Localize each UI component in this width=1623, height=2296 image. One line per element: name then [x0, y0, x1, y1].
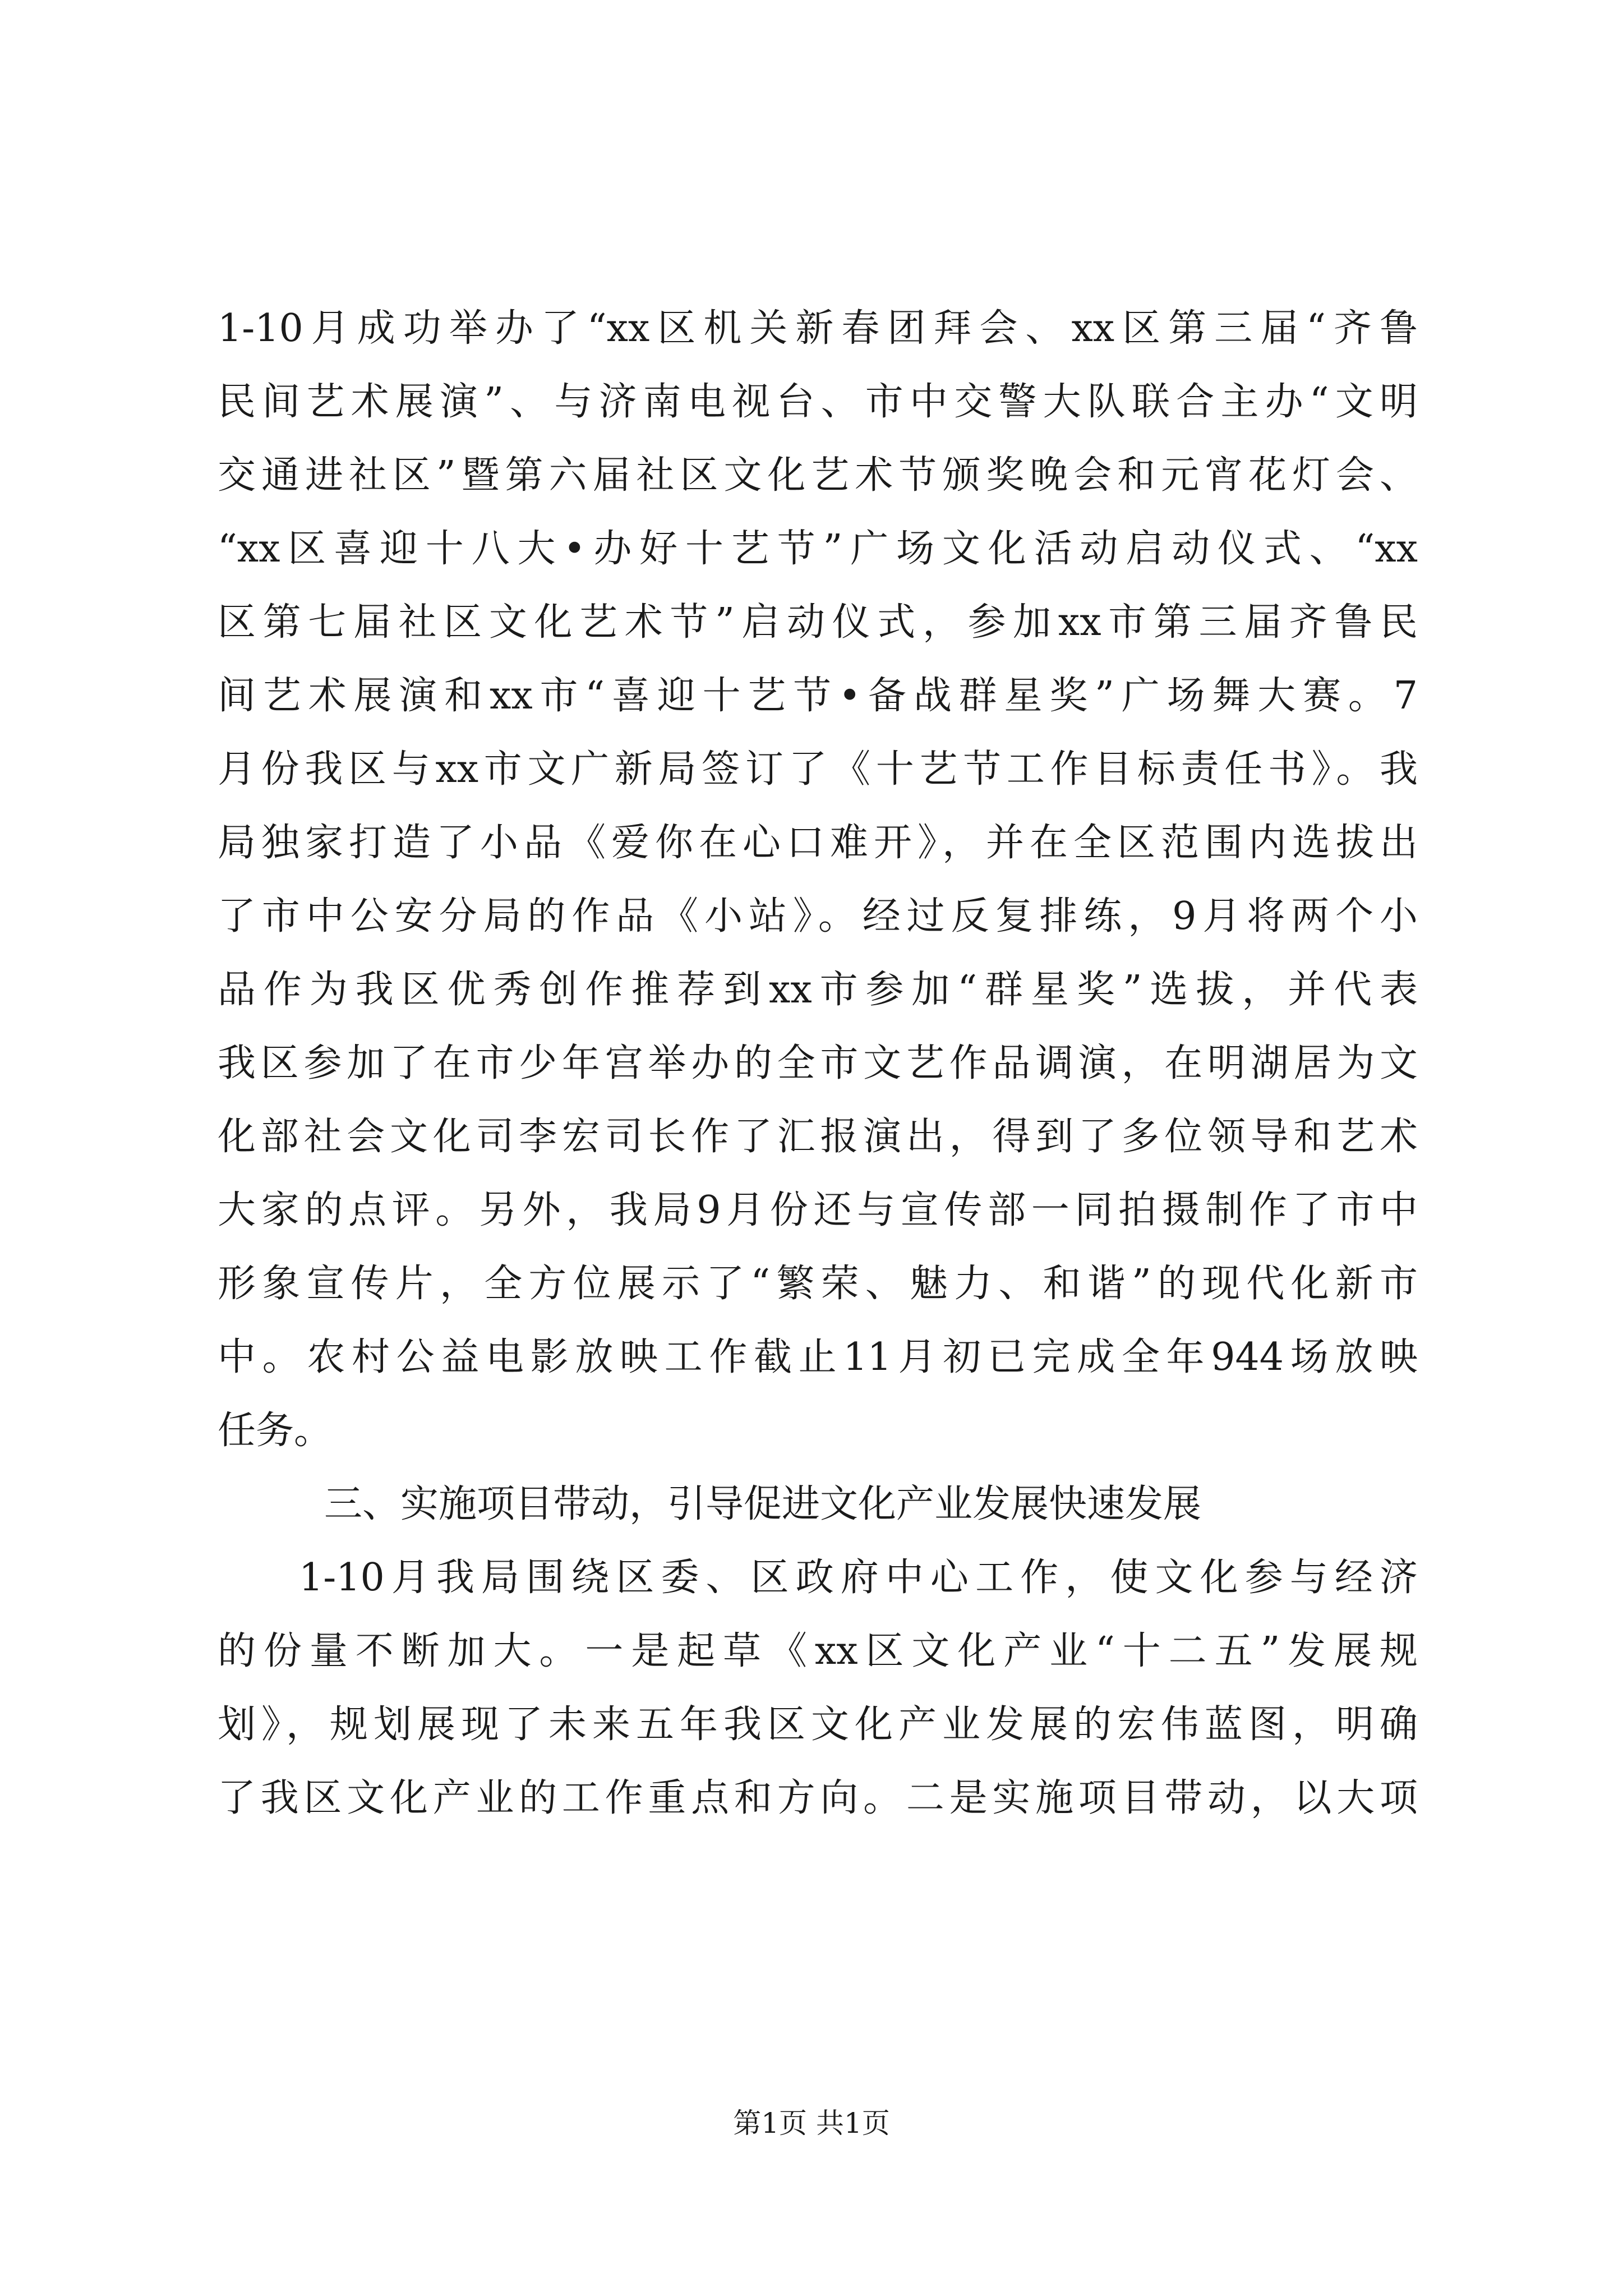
text-line: 品作为我区优秀创作推荐到xx市参加“群星奖”选拔，并代表 — [218, 968, 1418, 1012]
text-line: 任务。 — [218, 1409, 333, 1453]
text-line: 化部社会文化司李宏司长作了汇报演出，得到了多位领导和艺术 — [218, 1115, 1418, 1159]
section-heading: 三、实施项目带动，引导促进文化产业发展快速发展 — [324, 1482, 1202, 1526]
text-line: 局独家打造了小品《爱你在心口难开》，并在全区范围内选拔出 — [218, 821, 1418, 865]
text-line: 我区参加了在市少年宫举办的全市文艺作品调演，在明湖居为文 — [218, 1041, 1418, 1085]
text-line: 了市中公安分局的作品《小站》。经过反复排练，9月将两个小 — [218, 894, 1418, 938]
text-line: 划》，规划展现了未来五年我区文化产业发展的宏伟蓝图，明确 — [218, 1703, 1418, 1747]
text-line: 形象宣传片，全方位展示了“繁荣、魅力、和谐”的现代化新市 — [218, 1262, 1418, 1306]
text-line: 月份我区与xx市文广新局签订了《十艺节工作目标责任书》。我 — [218, 747, 1418, 792]
text-line: 交通进社区”暨第六届社区文化艺术节颁奖晚会和元宵花灯会、 — [218, 453, 1418, 498]
text-line: 民间艺术展演”、与济南电视台、市中交警大队联合主办“文明 — [218, 380, 1418, 424]
text-line: 了我区文化产业的工作重点和方向。二是实施项目带动，以大项 — [218, 1776, 1418, 1820]
page-number: 第1页 共1页 — [733, 2107, 890, 2139]
text-line: 1-10月我局围绕区委、区政府中心工作，使文化参与经济 — [299, 1556, 1418, 1600]
text-line: 间艺术展演和xx市“喜迎十艺节•备战群星奖”广场舞大赛。7 — [218, 674, 1418, 718]
text-line: 大家的点评。另外，我局9月份还与宣传部一同拍摄制作了市中 — [218, 1188, 1418, 1232]
text-line: 的份量不断加大。一是起草《xx区文化产业“十二五”发展规 — [218, 1629, 1418, 1673]
text-line: 1-10月成功举办了“xx区机关新春团拜会、xx区第三届“齐鲁 — [218, 306, 1418, 351]
text-line: “xx区喜迎十八大•办好十艺节”广场文化活动启动仪式、“xx — [218, 527, 1418, 571]
body-text — [218, 292, 1418, 1835]
page-footer — [0, 2104, 1623, 2143]
text-line: 区第七届社区文化艺术节”启动仪式，参加xx市第三届齐鲁民 — [218, 600, 1418, 645]
text-line: 中。农村公益电影放映工作截止11月初已完成全年944场放映 — [218, 1335, 1418, 1379]
